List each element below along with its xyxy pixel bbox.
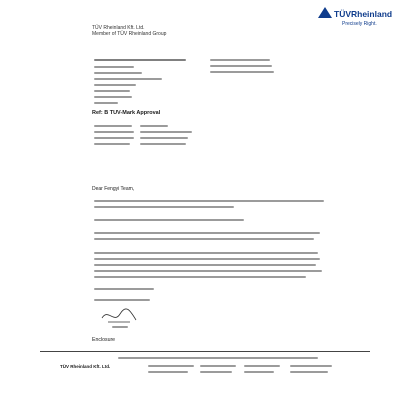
- subject-line: Ref: B TUV-Mark Approval: [92, 110, 161, 116]
- triangle-logo-icon: [318, 7, 332, 18]
- footer-rule: [40, 351, 370, 352]
- enclosure-label: Enclosure: [92, 337, 116, 343]
- company-line: TÜV Rheinland Kft. Ltd.: [92, 25, 145, 31]
- footer-company: TÜV Rheinland Kft. Ltd.: [60, 364, 111, 369]
- brand-name: TÜVRheinland: [334, 9, 393, 19]
- tuv-logo: [318, 4, 394, 44]
- member-line: Member of TÜV Rheinland Group: [92, 31, 167, 37]
- certification-body: [94, 299, 150, 301]
- closing: [94, 288, 154, 290]
- brand-tagline: Precisely Right.: [342, 21, 377, 27]
- greeting: Dear Fengyi Team,: [92, 186, 135, 192]
